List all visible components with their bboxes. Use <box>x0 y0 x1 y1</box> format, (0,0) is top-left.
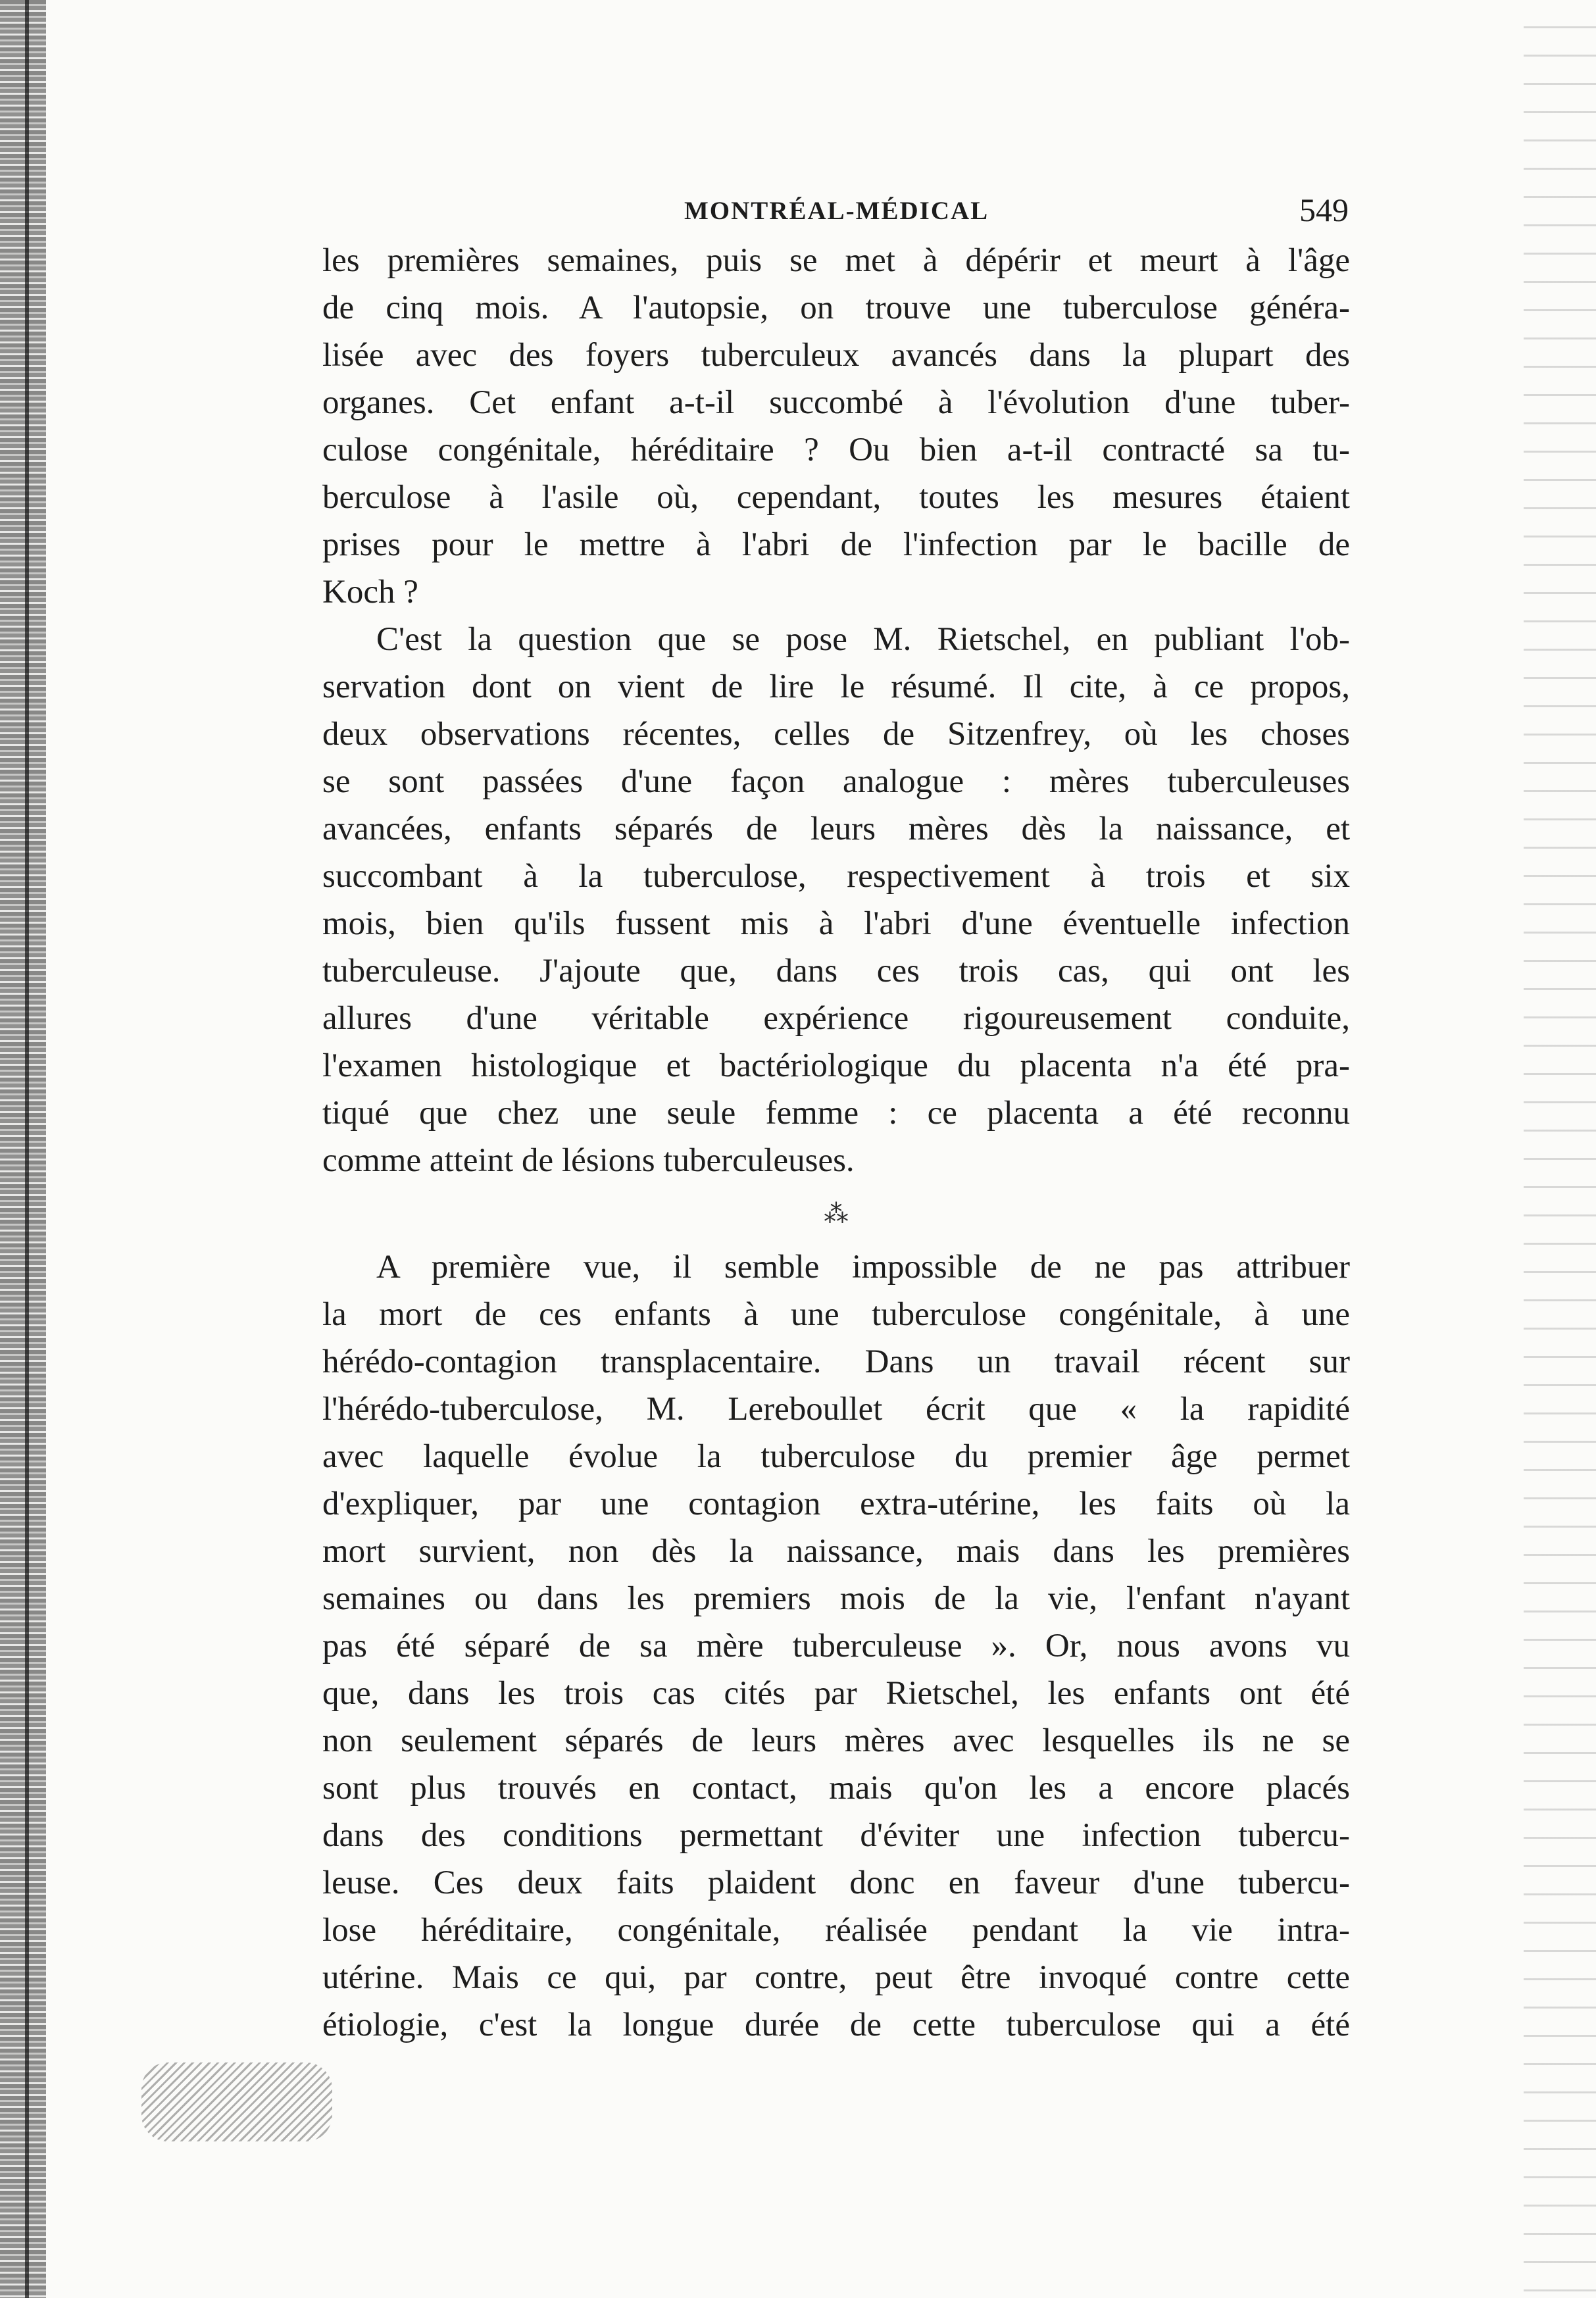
page-header <box>322 191 1349 237</box>
text-line: organes. Cet enfant a-t-il succombé à l'évolution d'une tuber- <box>322 384 1350 421</box>
text-line: pas été séparé de sa mère tuberculeuse ». Or, nous avons vu <box>322 1628 1350 1664</box>
text-line: culose congénitale, héréditaire ? Ou bien a-t-il contracté sa tu- <box>322 432 1350 468</box>
text-line: tiqué que chez une seule femme : ce placenta a été reconnu <box>322 1095 1350 1132</box>
page-number: 549 <box>1299 191 1349 228</box>
right-edge-speckle <box>1524 0 1596 2298</box>
text-line: utérine. Mais ce qui, par contre, peut être invoqué contre cette <box>322 1959 1350 1996</box>
text-line: comme atteint de lésions tuberculeuses. <box>322 1142 855 1179</box>
binding-edge <box>0 0 46 2298</box>
paragraph-2 <box>322 616 1350 1184</box>
text-line: lisée avec des foyers tuberculeux avancés dans la plupart des <box>322 337 1350 374</box>
text-line: deux observations récentes, celles de Sitzenfrey, où les choses <box>322 716 1350 753</box>
text-line: A première vue, il semble impossible de ne pas attribuer <box>376 1249 1350 1286</box>
text-line: avec laquelle évolue la tuberculose du premier âge permet <box>322 1438 1350 1475</box>
text-line: la mort de ces enfants à une tuberculose congénitale, à une <box>322 1296 1350 1333</box>
text-line: que, dans les trois cas cités par Rietschel, les enfants ont été <box>322 1675 1350 1712</box>
text-line: mort survient, non dès la naissance, mais dans les premières <box>322 1533 1350 1570</box>
text-line: se sont passées d'une façon analogue : mères tuberculeuses <box>322 763 1350 800</box>
corner-smudge <box>141 2062 332 2141</box>
text-line: d'expliquer, par une contagion extra-utérine, les faits où la <box>322 1486 1350 1522</box>
text-line: C'est la question que se pose M. Rietschel, en publiant l'ob- <box>376 621 1350 658</box>
text-line: Koch ? <box>322 574 418 611</box>
text-line: l'examen histologique et bactériologique du placenta n'a été pra- <box>322 1047 1350 1084</box>
paragraph-1 <box>322 237 1350 616</box>
text-line: prises pour le mettre à l'abri de l'infection par le bacille de <box>322 526 1350 563</box>
section-ornament: ⁂ <box>824 1199 849 1228</box>
text-line: de cinq mois. A l'autopsie, on trouve une tuberculose généra- <box>322 289 1350 326</box>
text-line: mois, bien qu'ils fussent mis à l'abri d'une éventuelle infection <box>322 905 1350 942</box>
binding-line <box>25 0 29 2298</box>
text-line: hérédo-contagion transplacentaire. Dans un travail récent sur <box>322 1343 1350 1380</box>
text-line: sont plus trouvés en contact, mais qu'on les a encore placés <box>322 1770 1350 1807</box>
text-line: servation dont on vient de lire le résumé. Il cite, à ce propos, <box>322 668 1350 705</box>
paragraph-3 <box>322 1243 1350 2049</box>
text-line: avancées, enfants séparés de leurs mères dès la naissance, et <box>322 811 1350 847</box>
text-line: berculose à l'asile où, cependant, toutes les mesures étaient <box>322 479 1350 516</box>
text-line: lose héréditaire, congénitale, réalisée pendant la vie intra- <box>322 1912 1350 1949</box>
text-line: leuse. Ces deux faits plaident donc en faveur d'une tubercu- <box>322 1864 1350 1901</box>
running-title: MONTRÉAL-MÉDICAL <box>684 197 989 225</box>
text-line: semaines ou dans les premiers mois de la vie, l'enfant n'ayant <box>322 1580 1350 1617</box>
text-line: succombant à la tuberculose, respectivement à trois et six <box>322 858 1350 895</box>
text-line: dans des conditions permettant d'éviter une infection tubercu- <box>322 1817 1350 1854</box>
body-text <box>322 237 1350 2049</box>
text-line: tuberculeuse. J'ajoute que, dans ces trois cas, qui ont les <box>322 953 1350 989</box>
text-line: l'hérédo-tuberculose, M. Lereboullet écrit que « la rapidité <box>322 1391 1350 1428</box>
text-line: étiologie, c'est la longue durée de cette tuberculose qui a été <box>322 2007 1350 2043</box>
text-line: non seulement séparés de leurs mères avec lesquelles ils ne se <box>322 1722 1350 1759</box>
text-line: les premières semaines, puis se met à dépérir et meurt à l'âge <box>322 242 1350 279</box>
text-line: allures d'une véritable expérience rigoureusement conduite, <box>322 1000 1350 1037</box>
